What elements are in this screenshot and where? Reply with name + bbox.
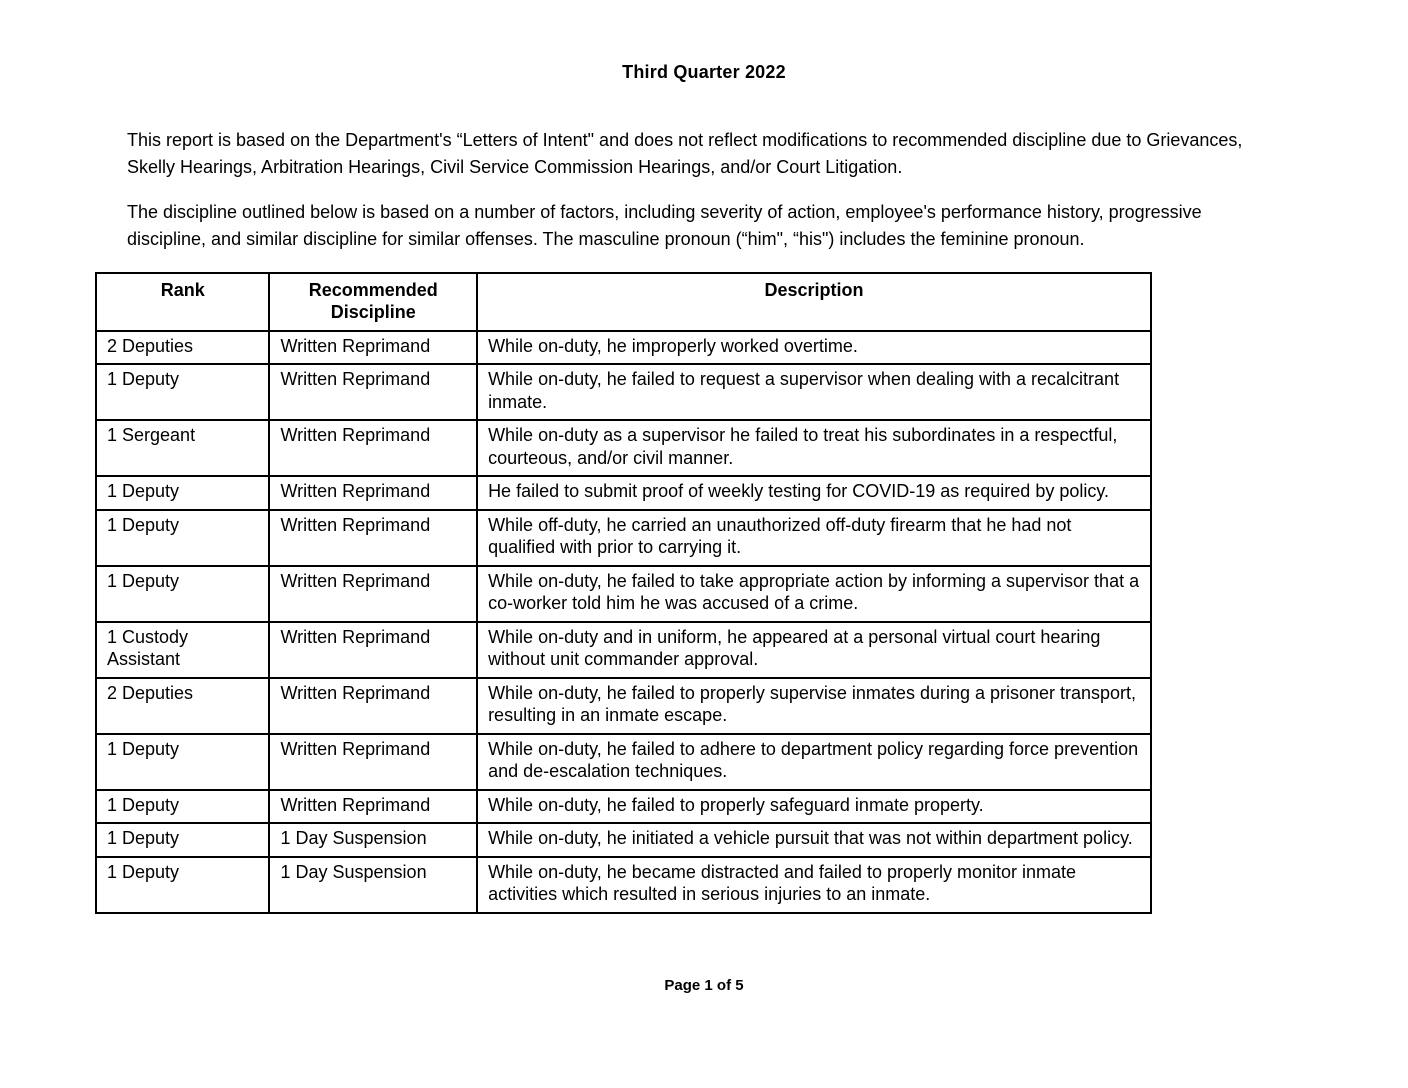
rank-cell: 1 Deputy — [96, 476, 269, 510]
discipline-table-body — [96, 331, 1151, 913]
discipline-cell: Written Reprimand — [269, 420, 477, 476]
table-row — [96, 823, 1151, 857]
description-cell: While on-duty, he failed to take appropriate action by informing a supervisor that a co-worker told him he was accused of a crime. — [477, 566, 1151, 622]
discipline-cell: Written Reprimand — [269, 566, 477, 622]
discipline-cell: Written Reprimand — [269, 331, 477, 365]
rank-cell: 1 Deputy — [96, 823, 269, 857]
discipline-cell: Written Reprimand — [269, 734, 477, 790]
rank-cell: 2 Deputies — [96, 331, 269, 365]
rank-cell: 1 Deputy — [96, 790, 269, 824]
description-cell: While on-duty as a supervisor he failed to treat his subordinates in a respectful, courteous, and/or civil manner. — [477, 420, 1151, 476]
description-cell: While on-duty, he became distracted and failed to properly monitor inmate activities which resulted in serious injuries to an inmate. — [477, 857, 1151, 913]
rank-cell: 2 Deputies — [96, 678, 269, 734]
table-row — [96, 476, 1151, 510]
table-row — [96, 734, 1151, 790]
table-row — [96, 857, 1151, 913]
table-row — [96, 420, 1151, 476]
description-cell: He failed to submit proof of weekly testing for COVID-19 as required by policy. — [477, 476, 1151, 510]
rank-cell: 1 Custody Assistant — [96, 622, 269, 678]
description-cell: While on-duty, he improperly worked overtime. — [477, 331, 1151, 365]
discipline-cell: Written Reprimand — [269, 678, 477, 734]
rank-cell: 1 Deputy — [96, 566, 269, 622]
paragraph-report-basis: This report is based on the Department's “Letters of Intent" and does not reflect modifications to recommended discipline due to Grievances, Skelly Hearings, Arbitration Hearings, Civil Service Commission Hearings, and/or Court Litigation. — [127, 130, 1243, 177]
rank-cell: 1 Sergeant — [96, 420, 269, 476]
description-cell: While on-duty, he failed to properly supervise inmates during a prisoner transport, resulting in an inmate escape. — [477, 678, 1151, 734]
rank-cell: 1 Deputy — [96, 857, 269, 913]
paragraph-discipline-factors: The discipline outlined below is based on a number of factors, including severity of action, employee's performance history, progressive discipline, and similar discipline for similar offenses. The masculine pronoun (“him", “his") includes the feminine pronoun. — [127, 202, 1202, 249]
description-cell: While on-duty and in uniform, he appeared at a personal virtual court hearing without unit commander approval. — [477, 622, 1151, 678]
discipline-cell: Written Reprimand — [269, 622, 477, 678]
discipline-cell: 1 Day Suspension — [269, 857, 477, 913]
discipline-cell: 1 Day Suspension — [269, 823, 477, 857]
table-row — [96, 678, 1151, 734]
discipline-cell: Written Reprimand — [269, 364, 477, 420]
table-row — [96, 510, 1151, 566]
discipline-cell: Written Reprimand — [269, 790, 477, 824]
table-row — [96, 364, 1151, 420]
rank-cell: 1 Deputy — [96, 364, 269, 420]
intro-paragraphs — [127, 127, 1269, 253]
column-header-rank: Rank — [96, 273, 269, 331]
description-cell: While on-duty, he failed to properly safeguard inmate property. — [477, 790, 1151, 824]
page-number: Page 1 of 5 — [664, 977, 744, 994]
description-cell: While on-duty, he initiated a vehicle pursuit that was not within department policy. — [477, 823, 1151, 857]
discipline-cell: Written Reprimand — [269, 510, 477, 566]
table-row — [96, 331, 1151, 365]
description-cell: While off-duty, he carried an unauthorized off-duty firearm that he had not qualified with prior to carrying it. — [477, 510, 1151, 566]
description-cell: While on-duty, he failed to request a supervisor when dealing with a recalcitrant inmate. — [477, 364, 1151, 420]
page-title: Third Quarter 2022 — [622, 62, 786, 82]
table-header-row — [96, 273, 1151, 331]
table-row — [96, 622, 1151, 678]
description-cell: While on-duty, he failed to adhere to department policy regarding force prevention and de-escalation techniques. — [477, 734, 1151, 790]
discipline-cell: Written Reprimand — [269, 476, 477, 510]
discipline-table — [95, 272, 1152, 914]
rank-cell: 1 Deputy — [96, 510, 269, 566]
table-row — [96, 566, 1151, 622]
column-header-recommended-discipline: Recommended Discipline — [269, 273, 477, 331]
table-row — [96, 790, 1151, 824]
column-header-description: Description — [477, 273, 1151, 331]
rank-cell: 1 Deputy — [96, 734, 269, 790]
